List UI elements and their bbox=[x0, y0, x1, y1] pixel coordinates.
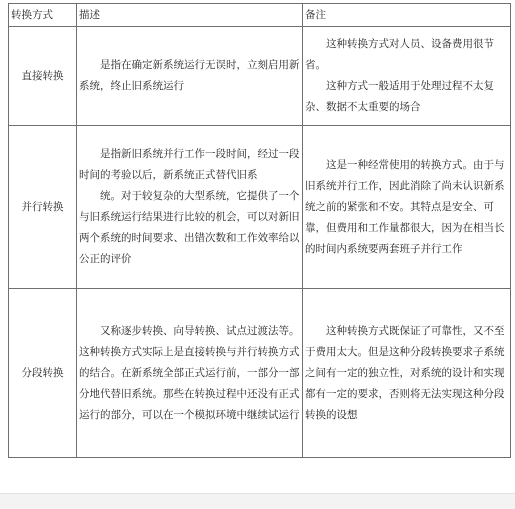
table-row-direct bbox=[9, 27, 511, 126]
note-paragraph: 这种转换方式对人员、设备费用很节省。 bbox=[305, 38, 494, 71]
note-paragraph: 这是一种经常使用的转换方式。由于与旧系统并行工作，因此消除了尚未认识新系统之前的紧张和不安。其特点是安全、可靠，但费用和工作量都很大，因为在相当长的时间内系统要两套班子并行工作 bbox=[305, 158, 505, 255]
header-description: 描述 bbox=[77, 4, 303, 27]
description-paragraph: 是指新旧系统并行工作一段时间，经过一段时间的考验以后，新系统正式替代旧系 bbox=[79, 148, 300, 181]
note-paragraph: 这种方式一般适用于处理过程不太复杂、数据不太重要的场合 bbox=[305, 80, 494, 113]
cell-notes-parallel bbox=[303, 126, 511, 289]
table-row-phased bbox=[9, 289, 511, 458]
note-paragraph: 这种转换方式既保证了可靠性，又不至于费用太大。但是这种分段转换要求子系统之间有一定的独立性，对系统的设计和实现都有一定的要求，否则将无法实现这种分段转换的设想 bbox=[305, 324, 505, 421]
cell-notes-direct bbox=[303, 27, 511, 126]
table-row-parallel bbox=[9, 126, 511, 289]
page-bottom-strip bbox=[0, 493, 515, 509]
cell-description-direct bbox=[77, 27, 303, 126]
cell-description-parallel bbox=[77, 126, 303, 289]
header-notes: 备注 bbox=[303, 4, 511, 27]
cell-method-parallel: 并行转换 bbox=[9, 126, 77, 289]
table-header-row bbox=[9, 4, 511, 27]
cell-method-phased: 分段转换 bbox=[9, 289, 77, 458]
description-text: 又称逐步转换、向导转换、试点过渡法等。这种转换方式实际上是直接转换与并行转换方式的结合。在新系统全部正式运行前，一部分一部分地代替旧系统。那些在转换过程中还没有正式运行的部分，可以在一个模拟环境中继续试运行 bbox=[79, 324, 300, 421]
description-text: 是指在确定新系统运行无误时，立刻启用新系统，终止旧系统运行 bbox=[79, 59, 300, 92]
description-paragraph: 统。对于较复杂的大型系统，它提供了一个与旧系统运行结果进行比较的机会，可以对新旧两个系统的时间要求、出错次数和工作效率给以公正的评价 bbox=[79, 190, 300, 265]
cell-description-phased bbox=[77, 289, 303, 458]
header-method: 转换方式 bbox=[9, 4, 77, 27]
conversion-methods-table bbox=[8, 3, 511, 458]
cell-method-direct: 直接转换 bbox=[9, 27, 77, 126]
cell-notes-phased bbox=[303, 289, 511, 458]
